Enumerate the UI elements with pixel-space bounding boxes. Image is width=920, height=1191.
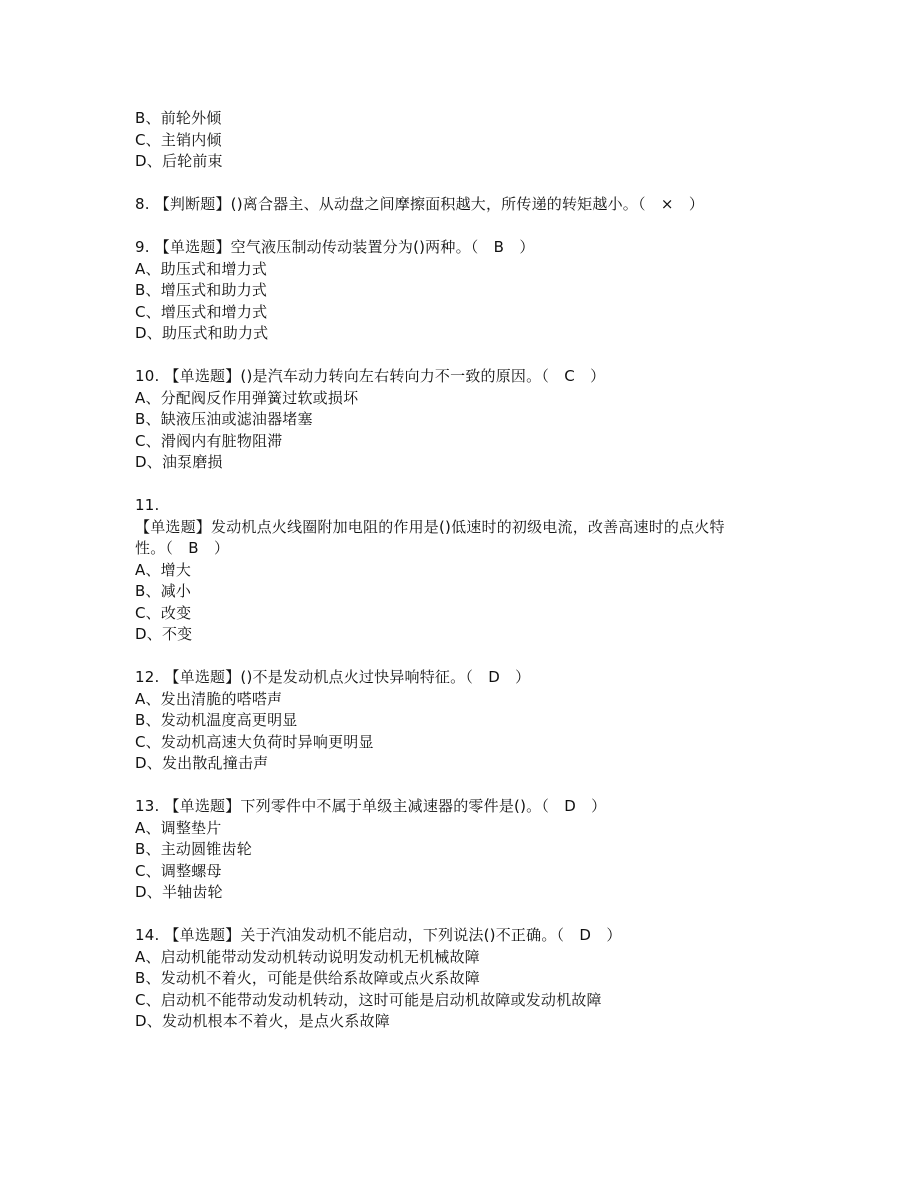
question-14: 14. 【单选题】关于汽油发动机不能启动，下列说法()不正确。（ D ） — [135, 926, 622, 944]
option-d: D、半轴齿轮 — [135, 883, 223, 901]
question-10: 10. 【单选题】()是汽车动力转向左右转向力不一致的原因。（ C ） — [135, 367, 606, 385]
option-d: D、发动机根本不着火，是点火系故障 — [135, 1012, 390, 1030]
option-d: D、后轮前束 — [135, 152, 223, 170]
option-b: B、缺液压油或滤油器堵塞 — [135, 410, 313, 428]
option-a: A、增大 — [135, 561, 192, 579]
option-c: C、调整螺母 — [135, 862, 222, 880]
option-d: D、助压式和助力式 — [135, 324, 269, 342]
option-b: B、前轮外倾 — [135, 109, 222, 127]
option-c: C、改变 — [135, 604, 192, 622]
option-a: A、分配阀反作用弹簧过软或损坏 — [135, 389, 359, 407]
option-a: A、启动机能带动发动机转动说明发动机无机械故障 — [135, 948, 480, 966]
option-a: A、发出清脆的嗒嗒声 — [135, 690, 283, 708]
option-d: D、油泵磨损 — [135, 453, 223, 471]
option-c: C、主销内倾 — [135, 131, 222, 149]
question-13: 13. 【单选题】下列零件中不属于单级主减速器的零件是()。（ D ） — [135, 797, 607, 815]
option-b: B、发动机温度高更明显 — [135, 711, 298, 729]
question-11: 【单选题】发动机点火线圈附加电阻的作用是()低速时的初级电流，改善高速时的点火特 — [135, 518, 725, 536]
option-c: C、发动机高速大负荷时异响更明显 — [135, 733, 374, 751]
question-11-number: 11. — [135, 496, 160, 514]
option-c: C、启动机不能带动发动机转动，这时可能是启动机故障或发动机故障 — [135, 991, 602, 1009]
question-8: 8. 【判断题】()离合器主、从动盘之间摩擦面积越大，所传递的转矩越小。（ × ） — [135, 195, 705, 213]
option-b: B、增压式和助力式 — [135, 281, 268, 299]
question-9: 9. 【单选题】空气液压制动传动装置分为()两种。（ B ） — [135, 238, 535, 256]
option-a: A、助压式和增力式 — [135, 260, 268, 278]
question-12: 12. 【单选题】()不是发动机点火过快异响特征。（ D ） — [135, 668, 531, 686]
question-11-continuation: 性。（ B ） — [135, 539, 230, 557]
option-d: D、不变 — [135, 625, 193, 643]
option-b: B、发动机不着火，可能是供给系故障或点火系故障 — [135, 969, 480, 987]
option-b: B、主动圆锥齿轮 — [135, 840, 252, 858]
option-c: C、增压式和增力式 — [135, 303, 268, 321]
option-a: A、调整垫片 — [135, 819, 222, 837]
option-c: C、滑阀内有脏物阻滞 — [135, 432, 283, 450]
option-b: B、减小 — [135, 582, 192, 600]
option-d: D、发出散乱撞击声 — [135, 754, 269, 772]
